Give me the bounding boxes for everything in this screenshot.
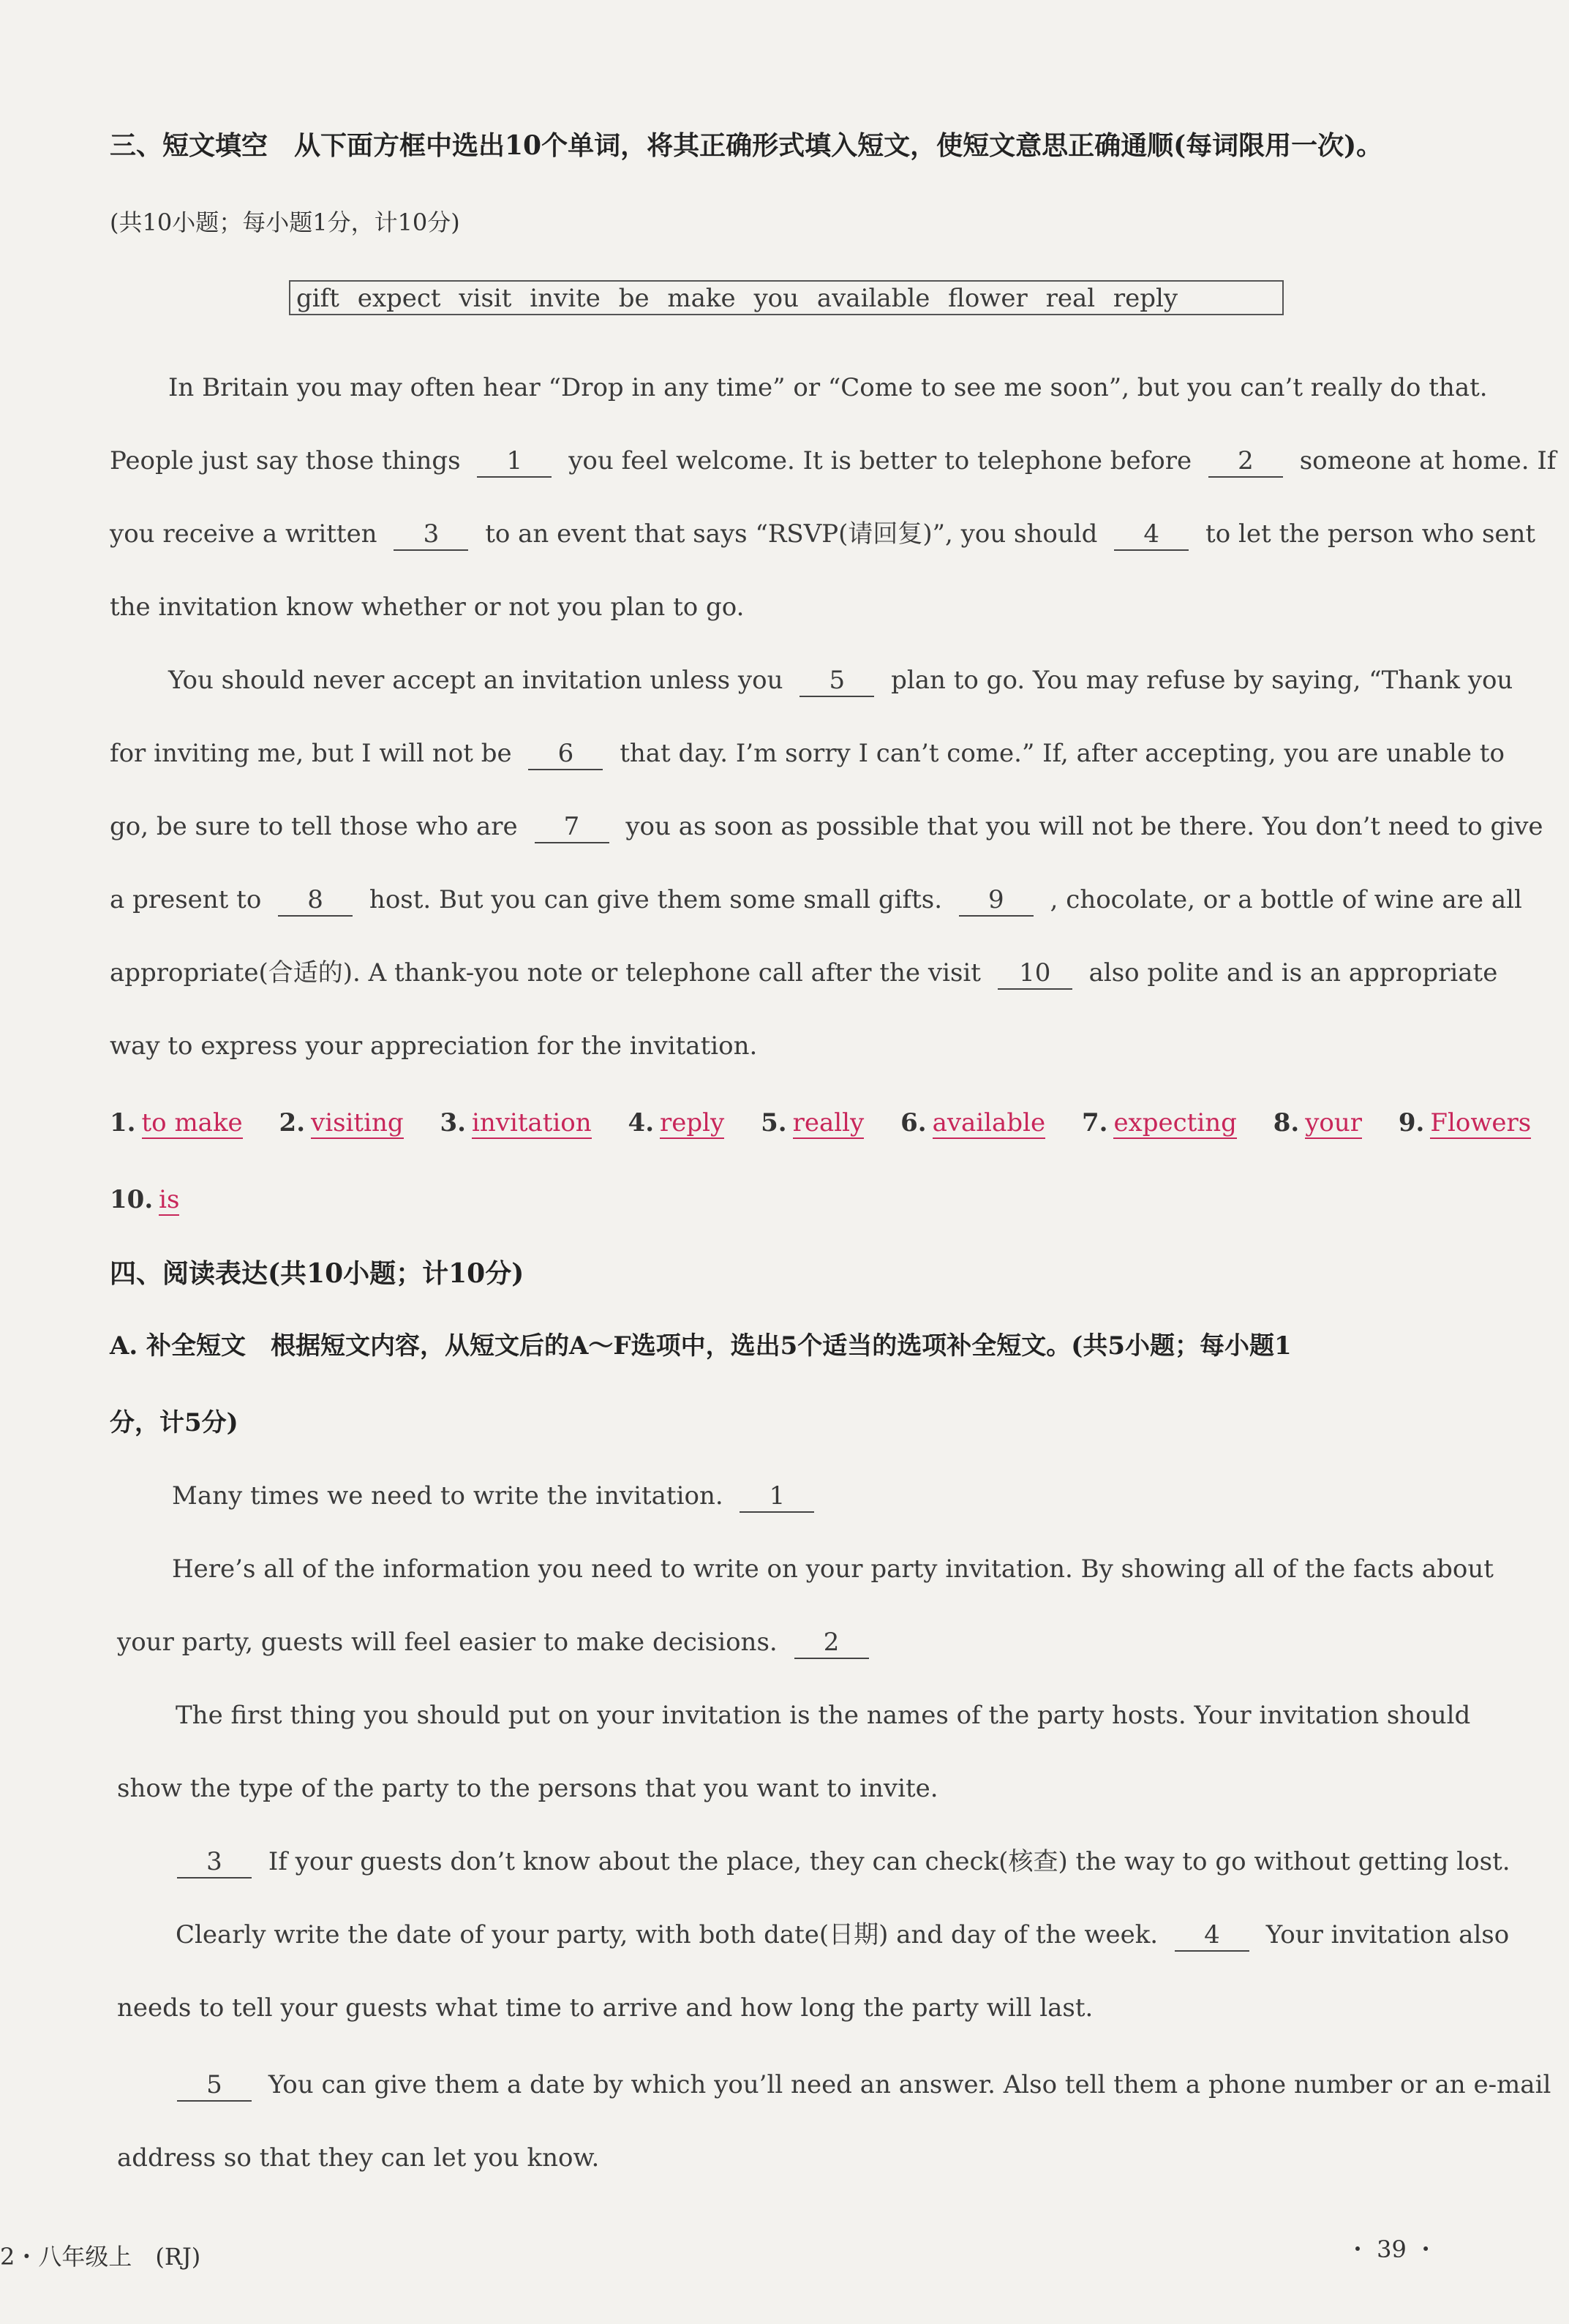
passage-line — [168, 666, 1513, 697]
text: you feel welcome. It is better to telephone before — [568, 446, 1192, 475]
answer-num: 4. — [628, 1108, 655, 1137]
answer-text: really — [792, 1108, 865, 1137]
answer-item — [1399, 1108, 1537, 1137]
blank-5: 5 — [799, 666, 874, 697]
text: also polite and is an appropriate — [1088, 958, 1498, 988]
blank-a2: 2 — [794, 1628, 869, 1659]
answer-text: expecting — [1113, 1108, 1237, 1137]
blank-a5: 5 — [177, 2070, 252, 2102]
text: you receive a written — [110, 519, 377, 549]
text: to an event that says “RSVP(请回复)”, you should — [485, 519, 1098, 549]
text: Clearly write the date of your party, with both date(日期) and day of the week. — [176, 1920, 1159, 1949]
answer-num: 8. — [1273, 1108, 1300, 1137]
passage-line — [117, 1628, 1481, 1659]
answer-item — [1273, 1108, 1368, 1137]
text: Many times we need to write the invitation. — [172, 1481, 723, 1511]
passage-line — [110, 812, 1543, 843]
passage-line: the invitation know whether or not you plan to go. — [110, 593, 745, 622]
answer-item — [1082, 1108, 1243, 1137]
section3-score: (共10小题；每小题1分，计10分) — [110, 208, 460, 236]
section3-title: 三、短文填空 从下面方框中选出10个单词，将其正确形式填入短文，使短文意思正确通顺(每词限用一次)。 — [110, 130, 1383, 161]
passage-line — [110, 519, 1536, 551]
answer-item — [110, 1108, 249, 1137]
answer-item — [761, 1108, 870, 1137]
text: host. But you can give them some small gifts. — [369, 885, 943, 914]
answer-key-cont — [110, 1185, 1481, 1215]
text: You can give them a date by which you’ll need an answer. Also tell them a phone number or an e-mail — [268, 2070, 1551, 2099]
answer-num: 9. — [1398, 1108, 1425, 1137]
answer-item — [440, 1108, 597, 1137]
blank-10: 10 — [998, 958, 1072, 990]
passage-line: show the type of the party to the persons that you want to invite. — [117, 1774, 938, 1803]
answer-num: 5. — [761, 1108, 787, 1137]
answer-text: is — [159, 1185, 180, 1214]
partA-title: A. 补全短文 根据短文内容，从短文后的A～F选项中，选出5个适当的选项补全短文。(共5小题；每小题1 — [110, 1331, 1292, 1361]
passage-line — [110, 958, 1498, 990]
blank-8: 8 — [278, 885, 353, 917]
passage-line — [176, 1920, 1510, 1952]
blank-a1: 1 — [740, 1481, 814, 1513]
passage-line: The first thing you should put on your invitation is the names of the party hosts. Your invitation should — [176, 1701, 1471, 1730]
answer-item — [279, 1108, 410, 1137]
text: a present to — [110, 885, 262, 914]
answer-num: 2. — [279, 1108, 306, 1137]
text: , chocolate, or a bottle of wine are all — [1050, 885, 1522, 914]
blank-a4: 4 — [1175, 1920, 1249, 1952]
answer-key — [110, 1108, 1532, 1138]
text: go, be sure to tell those who are — [110, 812, 518, 841]
text: for inviting me, but I will not be — [110, 739, 512, 768]
blank-2: 2 — [1208, 446, 1283, 478]
text: someone at home. If — [1299, 446, 1557, 475]
blank-3: 3 — [394, 519, 468, 551]
answer-item — [628, 1108, 731, 1137]
passage-line — [110, 885, 1522, 917]
passage-line — [168, 1847, 1510, 1879]
answer-text: visiting — [311, 1108, 404, 1137]
text: to let the person who sent — [1205, 519, 1536, 549]
text: plan to go. You may refuse by saying, “Thank you — [891, 666, 1513, 695]
text: your party, guests will feel easier to make decisions. — [117, 1628, 778, 1657]
text: appropriate(合适的). A thank-you note or telephone call after the visit — [110, 958, 981, 988]
page-number: ・ 39 ・ — [1346, 2235, 1438, 2263]
passage-line — [172, 1481, 1481, 1513]
passage-line: needs to tell your guests what time to arrive and how long the party will last. — [117, 1993, 1094, 2023]
passage-line — [110, 446, 1557, 478]
section4-title: 四、阅读表达(共10小题；计10分) — [110, 1258, 524, 1289]
answer-text: reply — [660, 1108, 725, 1137]
word-box: gift expect visit invite be make you available flower real reply — [289, 280, 1284, 315]
text: that day. I’m sorry I can’t come.” If, after accepting, you are unable to — [620, 739, 1505, 768]
text: Your invitation also — [1265, 1920, 1510, 1949]
blank-1: 1 — [477, 446, 552, 478]
passage-line — [110, 739, 1505, 770]
passage-line: Here’s all of the information you need to write on your party invitation. By showing all of the facts about — [172, 1554, 1494, 1584]
answer-num: 1. — [110, 1108, 136, 1137]
answer-text: Flowers — [1430, 1108, 1532, 1137]
passage-line — [168, 2070, 1551, 2102]
blank-7: 7 — [535, 812, 609, 843]
passage-line: address so that they can let you know. — [117, 2143, 600, 2173]
footer-grade: 2・八年级上 (RJ) — [0, 2243, 201, 2271]
answer-text: available — [932, 1108, 1046, 1137]
answer-text: your — [1305, 1108, 1363, 1137]
text: People just say those things — [110, 446, 461, 475]
blank-4: 4 — [1114, 519, 1189, 551]
text: You should never accept an invitation unless you — [168, 666, 783, 695]
blank-9: 9 — [959, 885, 1034, 917]
answer-num: 7. — [1081, 1108, 1108, 1137]
answer-text: invitation — [471, 1108, 592, 1137]
blank-a3: 3 — [177, 1847, 252, 1879]
answer-num: 3. — [440, 1108, 466, 1137]
blank-6: 6 — [528, 739, 603, 770]
answer-num: 10. — [110, 1185, 154, 1214]
partA-title-cont: 分，计5分) — [110, 1408, 238, 1437]
answer-item — [900, 1108, 1051, 1137]
text: If your guests don’t know about the place, they can check(核查) the way to go without getting lost. — [268, 1847, 1510, 1876]
answer-num: 6. — [900, 1108, 927, 1137]
passage-line: In Britain you may often hear “Drop in any time” or “Come to see me soon”, but you can’t really do that. — [168, 373, 1488, 402]
answer-text: to make — [141, 1108, 243, 1137]
answer-item — [110, 1185, 185, 1214]
passage-line: way to express your appreciation for the invitation. — [110, 1031, 758, 1061]
text: you as soon as possible that you will not be there. You don’t need to give — [625, 812, 1543, 841]
